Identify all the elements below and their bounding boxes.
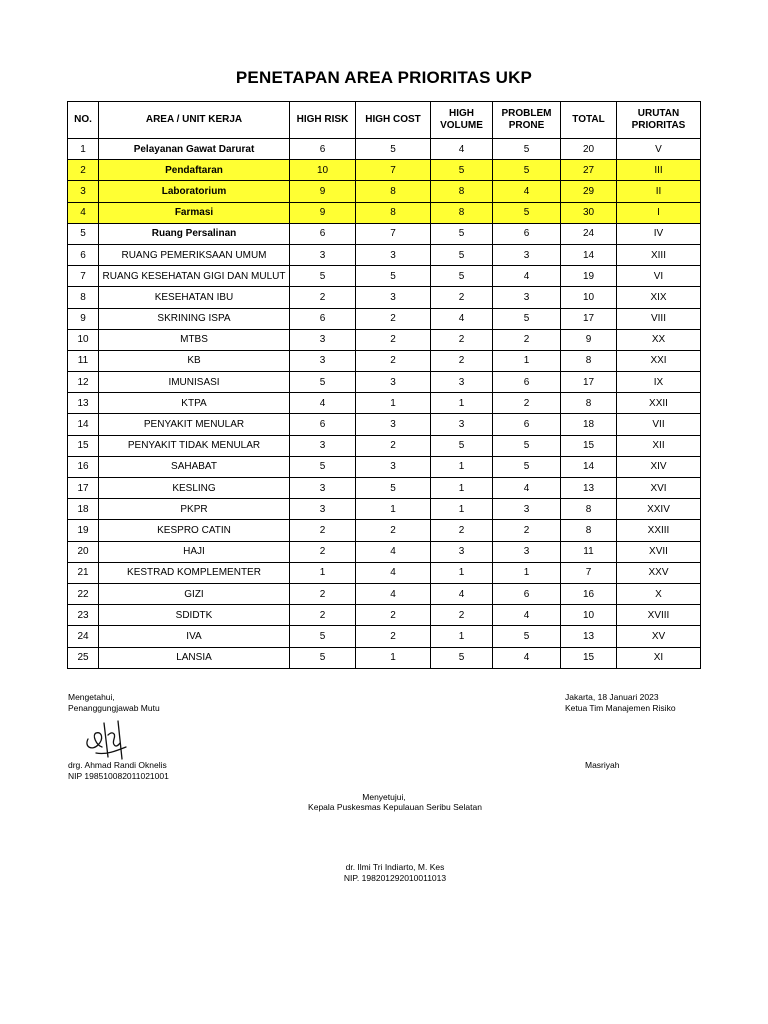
cell-no: 21 bbox=[68, 562, 99, 583]
cell-high-volume: 3 bbox=[431, 372, 493, 393]
cell-urutan-prioritas: XIV bbox=[617, 456, 701, 477]
cell-high-risk: 2 bbox=[290, 605, 356, 626]
cell-no: 10 bbox=[68, 329, 99, 350]
cell-high-cost: 4 bbox=[356, 583, 431, 604]
table-row bbox=[68, 266, 701, 287]
cell-area: Ruang Persalinan bbox=[99, 223, 290, 244]
cell-high-cost: 8 bbox=[356, 181, 431, 202]
cell-total: 30 bbox=[561, 202, 617, 223]
table-row bbox=[68, 499, 701, 520]
cell-no: 7 bbox=[68, 266, 99, 287]
cell-no: 3 bbox=[68, 181, 99, 202]
cell-area: PKPR bbox=[99, 499, 290, 520]
cell-urutan-prioritas: XII bbox=[617, 435, 701, 456]
cell-high-risk: 6 bbox=[290, 308, 356, 329]
cell-high-risk: 2 bbox=[290, 541, 356, 562]
cell-area: PENYAKIT TIDAK MENULAR bbox=[99, 435, 290, 456]
cell-high-cost: 3 bbox=[356, 244, 431, 265]
header-problem-prone-line2: PRONE bbox=[508, 120, 545, 131]
cell-urutan-prioritas: V bbox=[617, 139, 701, 160]
handwritten-signature bbox=[82, 717, 130, 763]
cell-high-risk: 5 bbox=[290, 266, 356, 287]
cell-area: KESEHATAN IBU bbox=[99, 287, 290, 308]
priority-table bbox=[67, 101, 701, 669]
center-signature-line1: Menyetujui, bbox=[362, 792, 406, 802]
cell-no: 11 bbox=[68, 350, 99, 371]
cell-problem-prone: 2 bbox=[493, 520, 561, 541]
cell-no: 8 bbox=[68, 287, 99, 308]
cell-high-cost: 3 bbox=[356, 456, 431, 477]
cell-high-risk: 3 bbox=[290, 435, 356, 456]
cell-problem-prone: 5 bbox=[493, 160, 561, 181]
table-row bbox=[68, 478, 701, 499]
cell-no: 12 bbox=[68, 372, 99, 393]
cell-area: SDIDTK bbox=[99, 605, 290, 626]
cell-high-volume: 1 bbox=[431, 393, 493, 414]
cell-urutan-prioritas: XX bbox=[617, 329, 701, 350]
cell-total: 19 bbox=[561, 266, 617, 287]
cell-urutan-prioritas: XVII bbox=[617, 541, 701, 562]
cell-problem-prone: 5 bbox=[493, 139, 561, 160]
cell-problem-prone: 3 bbox=[493, 499, 561, 520]
cell-high-volume: 2 bbox=[431, 329, 493, 350]
cell-area: Farmasi bbox=[99, 202, 290, 223]
cell-high-volume: 5 bbox=[431, 435, 493, 456]
cell-high-risk: 5 bbox=[290, 626, 356, 647]
left-signer-nip: NIP 198510082011021001 bbox=[68, 771, 169, 781]
cell-urutan-prioritas: IV bbox=[617, 223, 701, 244]
cell-total: 9 bbox=[561, 329, 617, 350]
cell-high-volume: 1 bbox=[431, 456, 493, 477]
cell-high-risk: 3 bbox=[290, 329, 356, 350]
cell-area: GIZI bbox=[99, 583, 290, 604]
cell-no: 9 bbox=[68, 308, 99, 329]
cell-urutan-prioritas: XXV bbox=[617, 562, 701, 583]
cell-high-risk: 9 bbox=[290, 202, 356, 223]
cell-high-volume: 4 bbox=[431, 139, 493, 160]
cell-area: RUANG KESEHATAN GIGI DAN MULUT bbox=[99, 266, 290, 287]
cell-total: 14 bbox=[561, 456, 617, 477]
table-row bbox=[68, 605, 701, 626]
cell-total: 17 bbox=[561, 308, 617, 329]
cell-problem-prone: 3 bbox=[493, 287, 561, 308]
cell-high-volume: 2 bbox=[431, 605, 493, 626]
table-row bbox=[68, 181, 701, 202]
cell-total: 10 bbox=[561, 287, 617, 308]
table-row bbox=[68, 456, 701, 477]
cell-urutan-prioritas: III bbox=[617, 160, 701, 181]
cell-problem-prone: 4 bbox=[493, 266, 561, 287]
cell-problem-prone: 6 bbox=[493, 223, 561, 244]
cell-high-risk: 6 bbox=[290, 414, 356, 435]
table-row bbox=[68, 541, 701, 562]
cell-high-volume: 1 bbox=[431, 562, 493, 583]
header-problem-prone-line1: PROBLEM bbox=[501, 108, 552, 119]
cell-high-volume: 5 bbox=[431, 244, 493, 265]
cell-urutan-prioritas: XVI bbox=[617, 478, 701, 499]
document-title: PENETAPAN AREA PRIORITAS UKP bbox=[235, 68, 533, 87]
table-row bbox=[68, 223, 701, 244]
left-signature-line2: Penanggungjawab Mutu bbox=[68, 703, 160, 713]
cell-area: HAJI bbox=[99, 541, 290, 562]
cell-urutan-prioritas: XV bbox=[617, 626, 701, 647]
cell-no: 1 bbox=[68, 139, 99, 160]
cell-high-risk: 2 bbox=[290, 287, 356, 308]
cell-no: 16 bbox=[68, 456, 99, 477]
cell-no: 13 bbox=[68, 393, 99, 414]
table-row bbox=[68, 583, 701, 604]
cell-total: 7 bbox=[561, 562, 617, 583]
cell-problem-prone: 3 bbox=[493, 541, 561, 562]
cell-problem-prone: 6 bbox=[493, 372, 561, 393]
cell-no: 4 bbox=[68, 202, 99, 223]
cell-area: SAHABAT bbox=[99, 456, 290, 477]
table-row bbox=[68, 287, 701, 308]
cell-urutan-prioritas: XIX bbox=[617, 287, 701, 308]
table-row bbox=[68, 350, 701, 371]
header-area: AREA / UNIT KERJA bbox=[99, 102, 290, 139]
cell-total: 8 bbox=[561, 499, 617, 520]
header-no: NO. bbox=[68, 102, 99, 139]
cell-total: 16 bbox=[561, 583, 617, 604]
cell-problem-prone: 3 bbox=[493, 244, 561, 265]
table-row bbox=[68, 626, 701, 647]
cell-high-volume: 1 bbox=[431, 478, 493, 499]
cell-problem-prone: 5 bbox=[493, 456, 561, 477]
cell-area: MTBS bbox=[99, 329, 290, 350]
cell-high-volume: 8 bbox=[431, 202, 493, 223]
cell-high-risk: 4 bbox=[290, 393, 356, 414]
cell-problem-prone: 5 bbox=[493, 202, 561, 223]
cell-area: SKRINING ISPA bbox=[99, 308, 290, 329]
right-signature-line2: Ketua Tim Manajemen Risiko bbox=[565, 703, 676, 713]
cell-problem-prone: 2 bbox=[493, 329, 561, 350]
cell-problem-prone: 6 bbox=[493, 583, 561, 604]
cell-no: 6 bbox=[68, 244, 99, 265]
header-urutan-line2: PRIORITAS bbox=[631, 120, 686, 131]
table-body bbox=[68, 139, 701, 669]
cell-total: 11 bbox=[561, 541, 617, 562]
table-row bbox=[68, 520, 701, 541]
cell-total: 8 bbox=[561, 393, 617, 414]
cell-high-risk: 5 bbox=[290, 456, 356, 477]
cell-area: KESLING bbox=[99, 478, 290, 499]
cell-high-cost: 8 bbox=[356, 202, 431, 223]
cell-urutan-prioritas: X bbox=[617, 583, 701, 604]
cell-problem-prone: 5 bbox=[493, 626, 561, 647]
cell-high-volume: 2 bbox=[431, 287, 493, 308]
cell-no: 20 bbox=[68, 541, 99, 562]
left-signature-line1: Mengetahui, bbox=[68, 692, 115, 702]
table-row bbox=[68, 308, 701, 329]
cell-no: 17 bbox=[68, 478, 99, 499]
cell-high-risk: 2 bbox=[290, 583, 356, 604]
cell-urutan-prioritas: I bbox=[617, 202, 701, 223]
cell-total: 17 bbox=[561, 372, 617, 393]
cell-no: 2 bbox=[68, 160, 99, 181]
cell-high-volume: 1 bbox=[431, 499, 493, 520]
cell-no: 23 bbox=[68, 605, 99, 626]
cell-problem-prone: 4 bbox=[493, 647, 561, 668]
center-signature-line2: Kepala Puskesmas Kepulauan Seribu Selatan bbox=[308, 802, 482, 812]
cell-area: LANSIA bbox=[99, 647, 290, 668]
cell-high-cost: 2 bbox=[356, 329, 431, 350]
cell-high-volume: 5 bbox=[431, 647, 493, 668]
table-row bbox=[68, 329, 701, 350]
cell-no: 5 bbox=[68, 223, 99, 244]
header-high-volume-line2: VOLUME bbox=[440, 120, 483, 131]
cell-high-cost: 1 bbox=[356, 393, 431, 414]
cell-high-cost: 5 bbox=[356, 266, 431, 287]
cell-problem-prone: 1 bbox=[493, 562, 561, 583]
cell-total: 14 bbox=[561, 244, 617, 265]
cell-high-risk: 3 bbox=[290, 350, 356, 371]
cell-high-cost: 4 bbox=[356, 562, 431, 583]
cell-total: 8 bbox=[561, 350, 617, 371]
cell-high-volume: 4 bbox=[431, 583, 493, 604]
cell-urutan-prioritas: XIII bbox=[617, 244, 701, 265]
cell-high-volume: 2 bbox=[431, 520, 493, 541]
cell-area: KESTRAD KOMPLEMENTER bbox=[99, 562, 290, 583]
cell-high-volume: 5 bbox=[431, 223, 493, 244]
cell-no: 25 bbox=[68, 647, 99, 668]
cell-total: 13 bbox=[561, 478, 617, 499]
cell-urutan-prioritas: XXIV bbox=[617, 499, 701, 520]
cell-high-cost: 2 bbox=[356, 435, 431, 456]
table-row bbox=[68, 372, 701, 393]
cell-high-risk: 2 bbox=[290, 520, 356, 541]
cell-high-cost: 3 bbox=[356, 372, 431, 393]
cell-urutan-prioritas: VIII bbox=[617, 308, 701, 329]
cell-high-cost: 7 bbox=[356, 223, 431, 244]
cell-high-volume: 2 bbox=[431, 350, 493, 371]
header-high-cost: HIGH COST bbox=[356, 102, 431, 139]
cell-problem-prone: 4 bbox=[493, 605, 561, 626]
cell-area: KTPA bbox=[99, 393, 290, 414]
table-row bbox=[68, 393, 701, 414]
cell-high-cost: 2 bbox=[356, 520, 431, 541]
cell-high-risk: 3 bbox=[290, 478, 356, 499]
cell-no: 14 bbox=[68, 414, 99, 435]
cell-total: 15 bbox=[561, 647, 617, 668]
cell-high-risk: 6 bbox=[290, 139, 356, 160]
cell-no: 24 bbox=[68, 626, 99, 647]
cell-area: PENYAKIT MENULAR bbox=[99, 414, 290, 435]
header-problem-prone bbox=[493, 102, 561, 139]
table-row bbox=[68, 202, 701, 223]
cell-high-cost: 2 bbox=[356, 605, 431, 626]
table-row bbox=[68, 139, 701, 160]
cell-area: KB bbox=[99, 350, 290, 371]
cell-high-cost: 3 bbox=[356, 414, 431, 435]
center-signer-name: dr. Ilmi Tri Indiarto, M. Kes bbox=[345, 862, 445, 872]
right-signature-line1: Jakarta, 18 Januari 2023 bbox=[565, 692, 659, 702]
table-row bbox=[68, 435, 701, 456]
table-row bbox=[68, 244, 701, 265]
cell-high-risk: 3 bbox=[290, 244, 356, 265]
header-urutan-line1: URUTAN bbox=[637, 108, 680, 119]
cell-high-risk: 5 bbox=[290, 647, 356, 668]
cell-total: 15 bbox=[561, 435, 617, 456]
cell-no: 22 bbox=[68, 583, 99, 604]
cell-area: IVA bbox=[99, 626, 290, 647]
table-row bbox=[68, 562, 701, 583]
cell-urutan-prioritas: VII bbox=[617, 414, 701, 435]
left-signer-name: drg. Ahmad Randi Oknelis bbox=[68, 760, 167, 770]
cell-high-volume: 4 bbox=[431, 308, 493, 329]
cell-no: 15 bbox=[68, 435, 99, 456]
cell-high-risk: 6 bbox=[290, 223, 356, 244]
cell-high-cost: 5 bbox=[356, 139, 431, 160]
header-high-volume bbox=[431, 102, 493, 139]
cell-urutan-prioritas: XXI bbox=[617, 350, 701, 371]
cell-urutan-prioritas: IX bbox=[617, 372, 701, 393]
cell-high-cost: 3 bbox=[356, 287, 431, 308]
cell-problem-prone: 4 bbox=[493, 181, 561, 202]
cell-area: Pelayanan Gawat Darurat bbox=[99, 139, 290, 160]
cell-area: KESPRO CATIN bbox=[99, 520, 290, 541]
cell-high-volume: 1 bbox=[431, 626, 493, 647]
cell-total: 27 bbox=[561, 160, 617, 181]
cell-urutan-prioritas: XVIII bbox=[617, 605, 701, 626]
cell-high-volume: 8 bbox=[431, 181, 493, 202]
cell-total: 8 bbox=[561, 520, 617, 541]
cell-high-risk: 10 bbox=[290, 160, 356, 181]
cell-problem-prone: 1 bbox=[493, 350, 561, 371]
cell-high-risk: 5 bbox=[290, 372, 356, 393]
cell-high-cost: 1 bbox=[356, 647, 431, 668]
cell-problem-prone: 5 bbox=[493, 308, 561, 329]
header-urutan-prioritas bbox=[617, 102, 701, 139]
cell-high-volume: 5 bbox=[431, 266, 493, 287]
cell-high-cost: 4 bbox=[356, 541, 431, 562]
cell-total: 20 bbox=[561, 139, 617, 160]
cell-area: Pendaftaran bbox=[99, 160, 290, 181]
cell-high-risk: 3 bbox=[290, 499, 356, 520]
table-header-row bbox=[68, 102, 701, 139]
header-total: TOTAL bbox=[561, 102, 617, 139]
cell-no: 19 bbox=[68, 520, 99, 541]
center-signer-nip: NIP. 198201292010011013 bbox=[343, 873, 447, 883]
cell-total: 10 bbox=[561, 605, 617, 626]
header-high-volume-line1: HIGH bbox=[449, 108, 474, 119]
header-high-risk: HIGH RISK bbox=[290, 102, 356, 139]
cell-high-volume: 3 bbox=[431, 541, 493, 562]
cell-urutan-prioritas: XI bbox=[617, 647, 701, 668]
cell-high-cost: 2 bbox=[356, 626, 431, 647]
cell-area: RUANG PEMERIKSAAN UMUM bbox=[99, 244, 290, 265]
cell-total: 18 bbox=[561, 414, 617, 435]
cell-total: 13 bbox=[561, 626, 617, 647]
right-signer-name: Masriyah bbox=[585, 760, 620, 770]
cell-area: IMUNISASI bbox=[99, 372, 290, 393]
cell-problem-prone: 5 bbox=[493, 435, 561, 456]
cell-high-risk: 1 bbox=[290, 562, 356, 583]
cell-total: 29 bbox=[561, 181, 617, 202]
cell-high-cost: 1 bbox=[356, 499, 431, 520]
cell-high-cost: 7 bbox=[356, 160, 431, 181]
table-row bbox=[68, 647, 701, 668]
cell-total: 24 bbox=[561, 223, 617, 244]
cell-no: 18 bbox=[68, 499, 99, 520]
cell-problem-prone: 6 bbox=[493, 414, 561, 435]
cell-urutan-prioritas: XXII bbox=[617, 393, 701, 414]
cell-area: Laboratorium bbox=[99, 181, 290, 202]
cell-problem-prone: 4 bbox=[493, 478, 561, 499]
cell-high-cost: 2 bbox=[356, 350, 431, 371]
cell-high-cost: 5 bbox=[356, 478, 431, 499]
cell-urutan-prioritas: II bbox=[617, 181, 701, 202]
table-row bbox=[68, 160, 701, 181]
table-row bbox=[68, 414, 701, 435]
cell-high-risk: 9 bbox=[290, 181, 356, 202]
cell-high-cost: 2 bbox=[356, 308, 431, 329]
cell-high-volume: 3 bbox=[431, 414, 493, 435]
cell-problem-prone: 2 bbox=[493, 393, 561, 414]
cell-urutan-prioritas: XXIII bbox=[617, 520, 701, 541]
cell-urutan-prioritas: VI bbox=[617, 266, 701, 287]
cell-high-volume: 5 bbox=[431, 160, 493, 181]
